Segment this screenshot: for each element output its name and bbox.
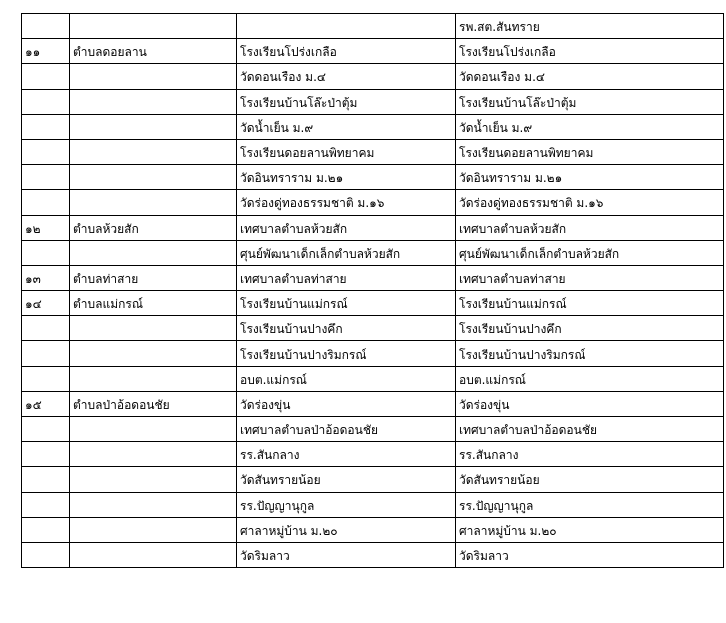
- destination-cell: เทศบาลตำบลห้วยสัก: [456, 215, 724, 240]
- row-number: [22, 366, 70, 391]
- table-row: [22, 542, 724, 567]
- place-cell: รร.ปัญญานุกูล: [237, 492, 456, 517]
- row-number: [22, 517, 70, 542]
- document-page: [21, 13, 724, 568]
- destination-cell: รร.สันกลาง: [456, 442, 724, 467]
- subdistrict-cell: [70, 114, 237, 139]
- row-number: ๑๓: [22, 265, 70, 290]
- subdistrict-cell: [70, 442, 237, 467]
- location-table: [21, 13, 724, 568]
- destination-cell: วัดร่องขุ่น: [456, 391, 724, 416]
- table-row: [22, 139, 724, 164]
- place-cell: วัดร่องขุ่น: [237, 391, 456, 416]
- subdistrict-cell: ตำบลป่าอ้อดอนชัย: [70, 391, 237, 416]
- row-number: [22, 467, 70, 492]
- table-row: [22, 341, 724, 366]
- place-cell: วัดร่องดู่ทองธรรมชาติ ม.๑๖: [237, 190, 456, 215]
- destination-cell: เทศบาลตำบลท่าสาย: [456, 265, 724, 290]
- row-number: [22, 492, 70, 517]
- row-number: [22, 165, 70, 190]
- subdistrict-cell: ตำบลท่าสาย: [70, 265, 237, 290]
- place-cell: โรงเรียนบ้านปางริมกรณ์: [237, 341, 456, 366]
- subdistrict-cell: [70, 366, 237, 391]
- table-row: [22, 417, 724, 442]
- place-cell: วัดอินทราราม ม.๒๑: [237, 165, 456, 190]
- table-row: [22, 291, 724, 316]
- destination-cell: ศุนย์พัฒนาเด็กเล็กตำบลห้วยสัก: [456, 240, 724, 265]
- subdistrict-cell: [70, 64, 237, 89]
- place-cell: โรงเรียนดอยลานพิทยาคม: [237, 139, 456, 164]
- destination-cell: วัดริมลาว: [456, 542, 724, 567]
- row-number: [22, 14, 70, 39]
- row-number: [22, 417, 70, 442]
- table-row: [22, 215, 724, 240]
- subdistrict-cell: [70, 139, 237, 164]
- bottom-fade: [260, 604, 460, 623]
- place-cell: ศุนย์พัฒนาเด็กเล็กตำบลห้วยสัก: [237, 240, 456, 265]
- row-number: ๑๑: [22, 39, 70, 64]
- destination-cell: โรงเรียนบ้านโล๊ะป่าตุ้ม: [456, 89, 724, 114]
- subdistrict-cell: [70, 316, 237, 341]
- table-row: [22, 265, 724, 290]
- subdistrict-cell: [70, 341, 237, 366]
- subdistrict-cell: [70, 492, 237, 517]
- destination-cell: โรงเรียนบ้านปางริมกรณ์: [456, 341, 724, 366]
- place-cell: รร.สันกลาง: [237, 442, 456, 467]
- place-cell: วัดน้ำเย็น ม.๙: [237, 114, 456, 139]
- table-row: [22, 114, 724, 139]
- destination-cell: วัดดอนเรือง ม.๔: [456, 64, 724, 89]
- place-cell: เทศบาลตำบลห้วยสัก: [237, 215, 456, 240]
- row-number: [22, 316, 70, 341]
- destination-cell: โรงเรียนโปร่งเกลือ: [456, 39, 724, 64]
- place-cell: โรงเรียนบ้านโล๊ะป่าตุ้ม: [237, 89, 456, 114]
- place-cell: โรงเรียนโปร่งเกลือ: [237, 39, 456, 64]
- destination-cell: วัดน้ำเย็น ม.๙: [456, 114, 724, 139]
- row-number: [22, 190, 70, 215]
- subdistrict-cell: [70, 417, 237, 442]
- table-row: [22, 492, 724, 517]
- row-number: [22, 542, 70, 567]
- destination-cell: เทศบาลตำบลป่าอ้อดอนชัย: [456, 417, 724, 442]
- table-row: [22, 165, 724, 190]
- place-cell: วัดสันทรายน้อย: [237, 467, 456, 492]
- place-cell: โรงเรียนบ้านแม่กรณ์: [237, 291, 456, 316]
- destination-cell: โรงเรียนบ้านแม่กรณ์: [456, 291, 724, 316]
- place-cell: ศาลาหมู่บ้าน ม.๒๐: [237, 517, 456, 542]
- subdistrict-cell: [70, 467, 237, 492]
- row-number: ๑๕: [22, 391, 70, 416]
- table-row: [22, 190, 724, 215]
- destination-cell: โรงเรียนดอยลานพิทยาคม: [456, 139, 724, 164]
- place-cell: วัดดอนเรือง ม.๔: [237, 64, 456, 89]
- subdistrict-cell: [70, 14, 237, 39]
- subdistrict-cell: [70, 517, 237, 542]
- row-number: [22, 89, 70, 114]
- place-cell: เทศบาลตำบลท่าสาย: [237, 265, 456, 290]
- subdistrict-cell: [70, 542, 237, 567]
- subdistrict-cell: [70, 165, 237, 190]
- table-row: [22, 64, 724, 89]
- subdistrict-cell: ตำบลดอยลาน: [70, 39, 237, 64]
- table-row: [22, 89, 724, 114]
- subdistrict-cell: [70, 240, 237, 265]
- table-row: [22, 467, 724, 492]
- place-cell: โรงเรียนบ้านปางคึก: [237, 316, 456, 341]
- destination-cell: รร.ปัญญานุกูล: [456, 492, 724, 517]
- subdistrict-cell: [70, 89, 237, 114]
- table-row: [22, 442, 724, 467]
- destination-cell: โรงเรียนบ้านปางคึก: [456, 316, 724, 341]
- table-body: [22, 14, 724, 568]
- destination-cell: วัดสันทรายน้อย: [456, 467, 724, 492]
- subdistrict-cell: ตำบลแม่กรณ์: [70, 291, 237, 316]
- subdistrict-cell: ตำบลห้วยสัก: [70, 215, 237, 240]
- destination-cell: รพ.สต.สันทราย: [456, 14, 724, 39]
- table-row: [22, 14, 724, 39]
- table-row: [22, 240, 724, 265]
- table-row: [22, 391, 724, 416]
- subdistrict-cell: [70, 190, 237, 215]
- row-number: [22, 114, 70, 139]
- place-cell: วัดริมลาว: [237, 542, 456, 567]
- table-row: [22, 39, 724, 64]
- destination-cell: ศาลาหมู่บ้าน ม.๒๐: [456, 517, 724, 542]
- row-number: [22, 64, 70, 89]
- table-row: [22, 517, 724, 542]
- row-number: [22, 240, 70, 265]
- place-cell: เทศบาลตำบลป่าอ้อดอนชัย: [237, 417, 456, 442]
- row-number: [22, 139, 70, 164]
- place-cell: อบต.แม่กรณ์: [237, 366, 456, 391]
- row-number: [22, 442, 70, 467]
- place-cell: [237, 14, 456, 39]
- table-row: [22, 366, 724, 391]
- table-row: [22, 316, 724, 341]
- row-number: ๑๒: [22, 215, 70, 240]
- row-number: ๑๔: [22, 291, 70, 316]
- destination-cell: วัดร่องดู่ทองธรรมชาติ ม.๑๖: [456, 190, 724, 215]
- destination-cell: วัดอินทราราม ม.๒๑: [456, 165, 724, 190]
- row-number: [22, 341, 70, 366]
- destination-cell: อบต.แม่กรณ์: [456, 366, 724, 391]
